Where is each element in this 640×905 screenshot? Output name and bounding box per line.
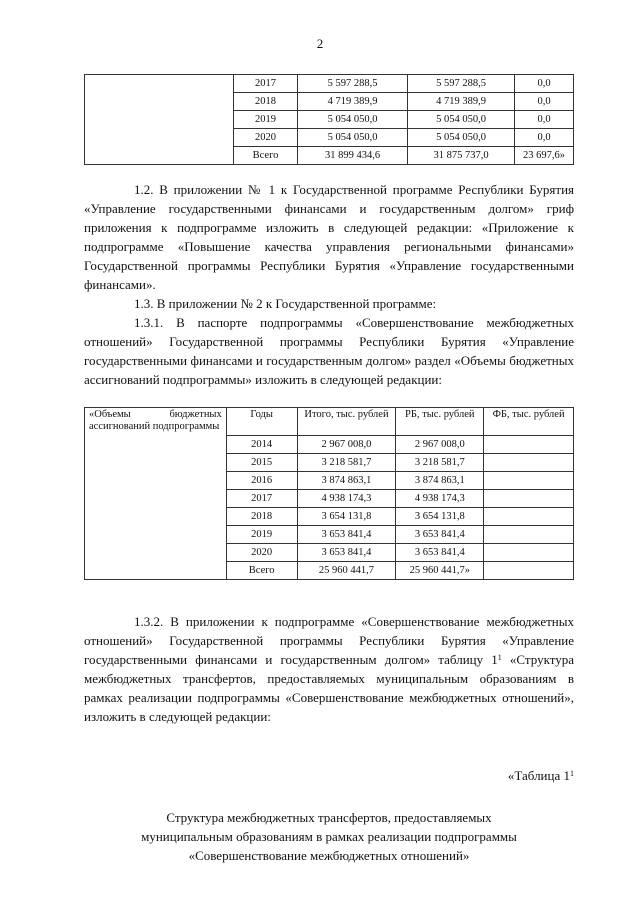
- table-header-row: [85, 408, 574, 436]
- cell-rb: 4 719 389,9: [408, 93, 515, 111]
- cell-fb: 0,0: [515, 111, 574, 129]
- cell-year: 2019: [226, 526, 297, 544]
- cell-rb: 5 597 288,5: [408, 75, 515, 93]
- cell-year: 2018: [226, 508, 297, 526]
- cell-rb: 3 874 863,1: [396, 472, 484, 490]
- cell-year: 2017: [234, 75, 298, 93]
- section-title: Структура межбюджетных трансфертов, предоставляемых муниципальным образованиям в рамках реализации подпрограммы «Совершенствование межбюджетных отношений»: [141, 810, 517, 863]
- cell-fb: [484, 490, 574, 508]
- cell-fb: 0,0: [515, 75, 574, 93]
- header-rb: РБ, тыс. рублей: [396, 408, 484, 436]
- cell-fb: [484, 544, 574, 562]
- table-row: [85, 75, 574, 93]
- blank-label-cell: [85, 75, 234, 165]
- cell-rb: 5 054 050,0: [408, 129, 515, 147]
- cell-year: 2014: [226, 436, 297, 454]
- cell-total: 4 719 389,9: [298, 93, 408, 111]
- paragraph-block-2: [84, 612, 574, 726]
- cell-total: 2 967 008,0: [297, 436, 396, 454]
- cell-year: Всего: [234, 147, 298, 165]
- cell-year: 2020: [226, 544, 297, 562]
- paragraph-1-3-1: 1.3.1. В паспорте подпрограммы «Совершенствование межбюджетных отношений» Государственной программы Республики Бурятия «Управление государственными финансами и государственным долгом» раздел «Объемы бюджетных ассигнований подпрограммы» изложить в следующей редакции:: [84, 315, 574, 387]
- cell-total: 4 938 174,3: [297, 490, 396, 508]
- cell-fb: 23 697,6»: [515, 147, 574, 165]
- paragraph-1-3-2: 1.3.2. В приложении к подпрограмме «Совершенствование межбюджетных отношений» Государственной программы Республики Бурятия «Управление государственными финансами и государственным долгом» таблицу $1^1$ «Структура межбюджетных трансфертов, предоставляемых муниципальным образованиям в рамках реализации подпрограммы «Совершенствование межбюджетных отношений», изложить в следующей редакции:: [84, 614, 575, 724]
- cell-rb: 4 938 174,3: [396, 490, 484, 508]
- cell-fb: [484, 436, 574, 454]
- page-number: 2: [316, 36, 324, 51]
- financing-table-continued: [84, 74, 574, 165]
- cell-total: 3 654 131,8: [297, 508, 396, 526]
- paragraph-block-1: [84, 180, 574, 389]
- cell-rb: 25 960 441,7»: [396, 562, 484, 580]
- cell-year: 2015: [226, 454, 297, 472]
- cell-rb: 5 054 050,0: [408, 111, 515, 129]
- cell-fb: [484, 562, 574, 580]
- cell-total: 3 653 841,4: [297, 526, 396, 544]
- cell-fb: 0,0: [515, 129, 574, 147]
- cell-year: 2017: [226, 490, 297, 508]
- cell-rb: 31 875 737,0: [408, 147, 515, 165]
- cell-rb: 3 653 841,4: [396, 526, 484, 544]
- cell-total: 5 597 288,5: [298, 75, 408, 93]
- cell-fb: [484, 472, 574, 490]
- header-fb: ФБ, тыс. рублей: [484, 408, 574, 436]
- cell-fb: [484, 454, 574, 472]
- cell-total: 25 960 441,7: [297, 562, 396, 580]
- cell-total: 5 054 050,0: [298, 111, 408, 129]
- cell-rb: 3 653 841,4: [396, 544, 484, 562]
- cell-year: Всего: [226, 562, 297, 580]
- cell-fb: [484, 526, 574, 544]
- cell-year: 2016: [226, 472, 297, 490]
- table-caption: «Таблица $1^1$: [507, 768, 574, 783]
- cell-total: 31 899 434,6: [298, 147, 408, 165]
- paragraph-1-3: 1.3. В приложении № 2 к Государственной программе:: [134, 296, 437, 311]
- cell-fb: 0,0: [515, 93, 574, 111]
- cell-fb: [484, 508, 574, 526]
- cell-total: 3 218 581,7: [297, 454, 396, 472]
- cell-rb: 3 654 131,8: [396, 508, 484, 526]
- cell-total: 3 653 841,4: [297, 544, 396, 562]
- section-label-cell: «Объемы бюджетных ассигнований подпрограммы: [85, 408, 227, 580]
- cell-total: 5 054 050,0: [298, 129, 408, 147]
- header-years: Годы: [226, 408, 297, 436]
- cell-rb: 2 967 008,0: [396, 436, 484, 454]
- cell-year: 2020: [234, 129, 298, 147]
- budget-allocations-table: [84, 407, 574, 580]
- cell-year: 2018: [234, 93, 298, 111]
- header-total: Итого, тыс. рублей: [297, 408, 396, 436]
- cell-total: 3 874 863,1: [297, 472, 396, 490]
- paragraph-1-2: 1.2. В приложении № 1 к Государственной программе Республики Бурятия «Управление государственными финансами и государственным долгом» гриф приложения к подпрограмме изложить в следующей редакции: «Приложение к подпрограмме «Повышение качества управления региональными финансами» Государственной программы Республики Бурятия «Управление государственными финансами».: [84, 182, 574, 292]
- cell-rb: 3 218 581,7: [396, 454, 484, 472]
- cell-year: 2019: [234, 111, 298, 129]
